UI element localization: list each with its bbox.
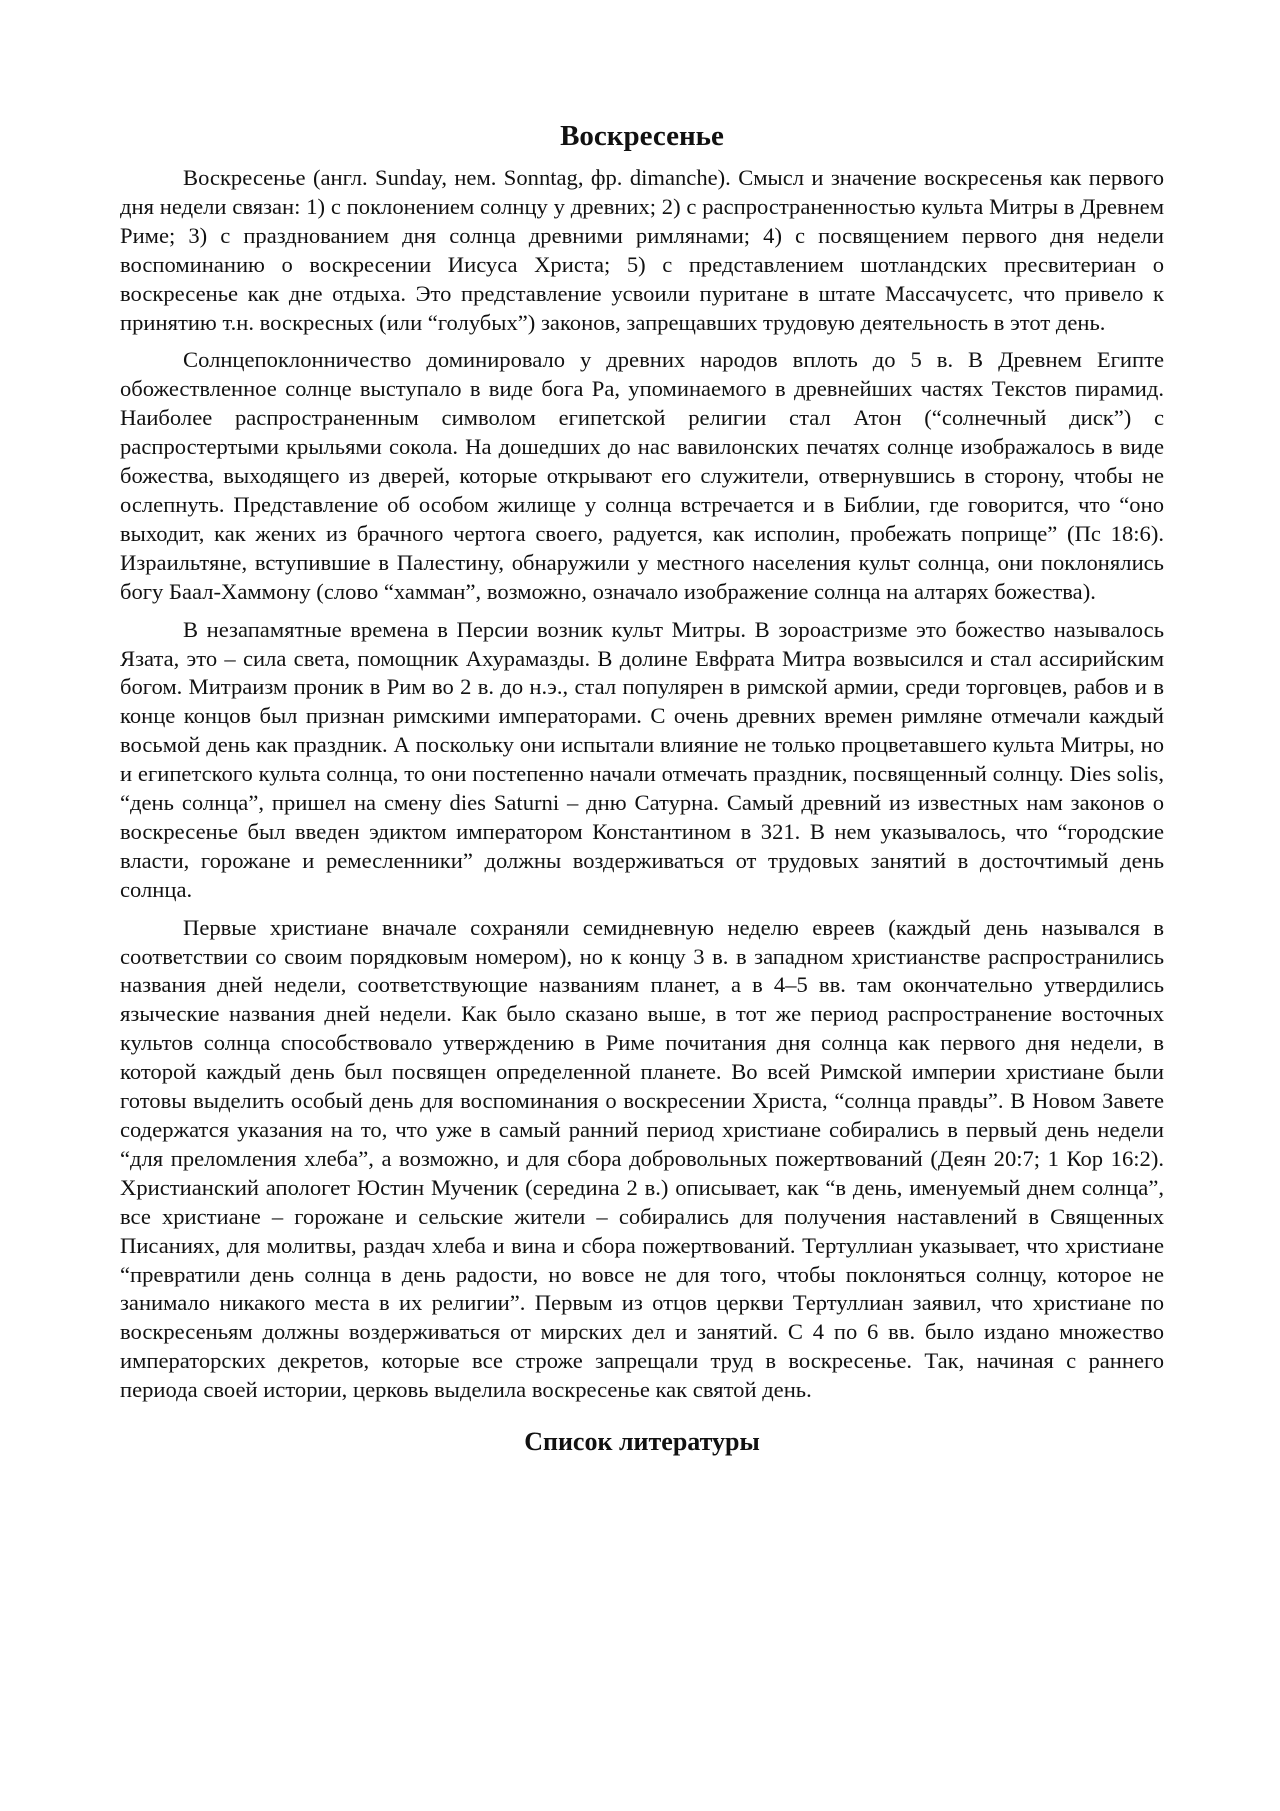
paragraph-mithras: В незапамятные времена в Персии возник культ Митры. В зороастризме это божество называлось Язата, это – сила света, помощник Ахурамазды. В долине Евфрата Митра возвысился и стал ассирийским богом. Митраизм проник в Рим во 2 в. до н.э., стал популярен в римской армии, среди торговцев, рабов и в конце концов был признан римскими императорами. С очень древних времен римляне отмечали каждый восьмой день как праздник. А поскольку они испытали влияние не только процветавшего культа Митры, но и египетского культа солнца, то они постепенно начали отмечать праздник, посвященный солнцу. Dies solis, “день солнца”, пришел на смену dies Saturni – дню Сатурна. Самый древний из известных нам законов о воскресенье был введен эдиктом императором Константином в 321. В нем указывалось, что “городские власти, горожане и ремесленники” должны воздерживаться от трудовых занятий в досточтимый день солнца. [120, 616, 1164, 902]
document-title: Воскресенье [560, 120, 724, 152]
paragraph-intro: Воскресенье (англ. Sunday, нем. Sonntag, фр. dimanche). Смысл и значение воскресенья как первого дня недели связан: 1) с поклонением солнцу у древних; 2) с распространенностью культа Митры в Древнем Риме; 3) с празднованием дня солнца древними римлянами; 4) с посвящением первого дня недели воспоминанию о воскресении Иисуса Христа; 5) с представлением шотландских пресвитериан о воскресенье как дне отдыха. Это представление усвоили пуритане в штате Массачусетс, что привело к принятию т.н. воскресных (или “голубых”) законов, запрещавших трудовую деятельность в этот день. [120, 165, 1164, 335]
paragraph-christians: Первые христиане вначале сохраняли семидневную неделю евреев (каждый день назывался в соответствии со своим порядковым номером), но к концу 3 в. в западном христианстве распространились названия дней недели, соответствующие названиям планет, а в 4–5 вв. там окончательно утвердились языческие названия дней недели. Как было сказано выше, в тот же период распространение восточных культов солнца способствовало утверждению в Риме почитания дня солнца как первого дня недели, в которой каждый день был посвящен определенной планете. Во всей Римской империи христиане были готовы выделить особый день для воспоминания о воскресении Христа, “солнца правды”. В Новом Завете содержатся указания на то, что уже в самый ранний период христиане собирались в первый день недели “для преломления хлеба”, а возможно, и для сбора добровольных пожертвований (Деян 20:7; 1 Кор 16:2). Христианский апологет Юстин Мученик (середина 2 в.) описывает, как “в день, именуемый днем солнца”, все христиане – горожане и сельские жители – собирались для получения наставлений в Священных Писаниях, для молитвы, раздач хлеба и вина и сбора пожертвований. Тертуллиан указывает, что христиане “превратили день солнца в день радости, но вовсе не для того, чтобы поклоняться солнцу, которое не занимало никакого места в их религии”. Первым из отцов церкви Тертуллиан заявил, что христиане по воскресеньям должны воздерживаться от мирских дел и занятий. С 4 по 6 вв. было издано множество императорских декретов, которые все строже запрещали труд в воскресенье. Так, начиная с раннего периода своей истории, церковь выделила воскресенье как святой день. [120, 914, 1164, 1403]
references-heading: Список литературы [524, 1427, 760, 1457]
document-page [120, 118, 1164, 1459]
paragraph-sun-worship: Солнцепоклонничество доминировало у древних народов вплоть до 5 в. В Древнем Египте обожествленное солнце выступало в виде бога Ра, упоминаемого в древнейших частях Текстов пирамид. Наиболее распространенным символом египетской религии стал Атон (“солнечный диск”) с распростертыми крыльями сокола. На дошедших до нас вавилонских печатях солнце изображалось в виде божества, выходящего из дверей, которые открывают его служители, отвернувшись в сторону, чтобы не ослепнуть. Представление об особом жилище у солнца встречается и в Библии, где говорится, что “оно выходит, как жених из брачного чертога своего, радуется, как исполин, пробежать поприще” (Пс 18:6). Израильтяне, вступившие в Палестину, обнаружили у местного населения культ солнца, они поклонялись богу Баал-Хаммону (слово “хамман”, возможно, означало изображение солнца на алтарях божества). [120, 347, 1164, 604]
